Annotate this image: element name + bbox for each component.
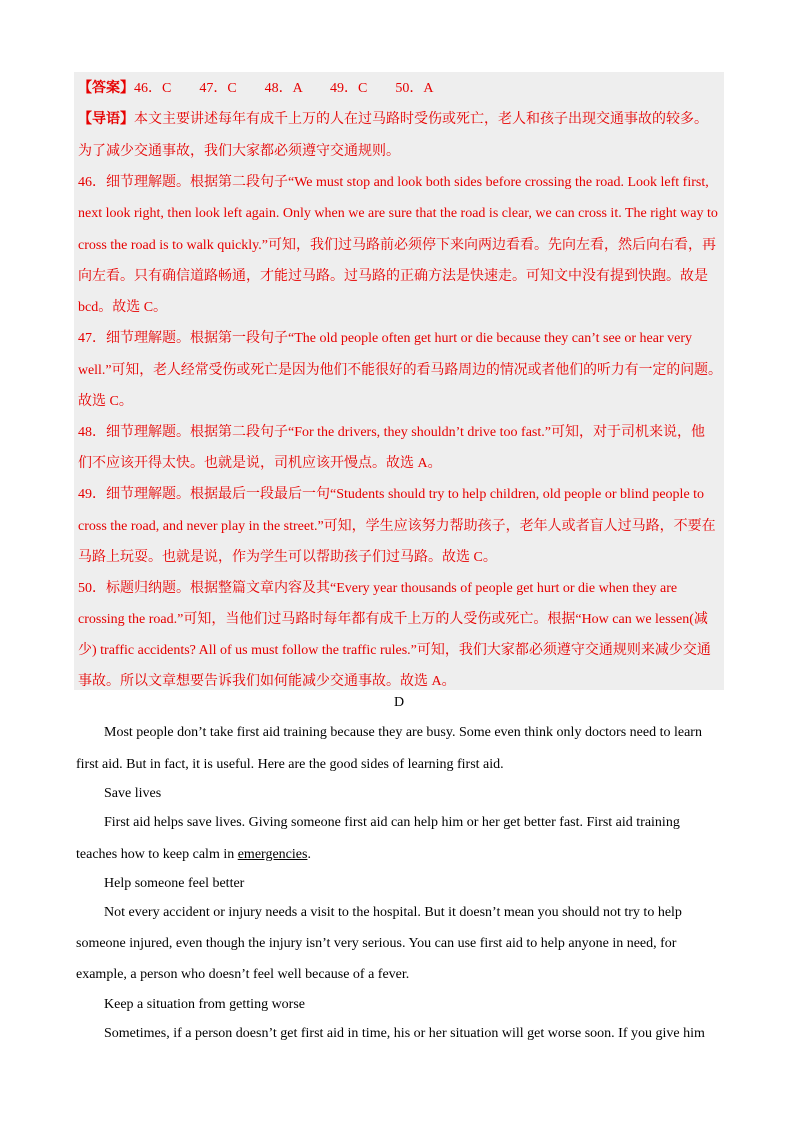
guide-tag: 【导语】 — [78, 112, 134, 127]
intro-line-1: Most people don’t take first aid training because they are busy. Some even think only doctors need to learn — [104, 725, 702, 740]
underlined-word: emergencies — [237, 847, 308, 862]
heading-feel-better: Help someone feel better — [104, 876, 245, 891]
explanation-line: 事故。所以文章想要告诉我们如何能减少交通事故。故选 A。 — [78, 674, 456, 689]
explanation-line: 马路上玩耍。也就是说，作为学生可以帮助孩子们过马路。故选 C。 — [78, 550, 497, 565]
para2-line-3: example, a person who doesn’t feel well because of a fever. — [76, 967, 410, 982]
explanation-line: 们不应该开得太快。也就是说，司机应该开慢点。故选 A。 — [78, 456, 442, 471]
heading-keep-situation: Keep a situation from getting worse — [104, 997, 306, 1012]
explanation-line: 故选 C。 — [78, 394, 133, 409]
explanation-line: next look right, then look left again. Only when we are sure that the road is clear, we can cross it. The right way to — [78, 206, 718, 221]
para3-line-1: Sometimes, if a person doesn’t get first aid in time, his or her situation will get worse soon. If you give him — [104, 1026, 705, 1041]
guide-line-1 — [78, 111, 708, 129]
intro-line-2: first aid. But in fact, it is useful. Here are the good sides of learning first aid. — [76, 757, 504, 772]
section-letter: D — [394, 695, 405, 710]
explanation-line: 50．标题归纳题。根据整篇文章内容及其“Every year thousands of people get hurt or die when they are — [78, 581, 678, 596]
explanation-line: 向左看。只有确信道路畅通，才能过马路。过马路的正确方法是快速走。可知文中没有提到快跑。故是 — [78, 269, 708, 284]
answer-tag: 【答案】 — [78, 81, 134, 96]
guide-line-2: 为了减少交通事故，我们大家都必须遵守交通规则。 — [78, 144, 400, 159]
explanation-line: 少) traffic accidents? All of us must follow the traffic rules.”可知，我们大家都必须遵守交通规则来减少交通 — [78, 643, 711, 658]
explanation-line: cross the road, and never play in the street.”可知，学生应该努力帮助孩子，老年人或者盲人过马路，不要在 — [78, 519, 716, 534]
explanation-line: 47．细节理解题。根据第一段句子“The old people often get hurt or die because they can’t see or hear very — [78, 331, 693, 346]
explanation-line: 46．细节理解题。根据第二段句子“We must stop and look both sides before crossing the road. Look left first, — [78, 175, 709, 190]
explanation-line: cross the road is to walk quickly.”可知，我们过马路前必须停下来向两边看看。先向左看，然后向右看，再 — [78, 238, 716, 253]
para1-period: . — [307, 847, 311, 862]
para1-line-2 — [76, 846, 311, 864]
answer-explanation-box — [74, 72, 724, 690]
para2-line-1: Not every accident or injury needs a visit to the hospital. But it doesn’t mean you should not try to help — [104, 905, 682, 920]
explanation-line: crossing the road.”可知，当他们过马路时每年都有成千上万的人受伤或死亡。根据“How can we lessen(减 — [78, 612, 708, 627]
para1-text: teaches how to keep calm in — [76, 847, 238, 862]
explanation-line: 48．细节理解题。根据第二段句子“For the drivers, they shouldn’t drive too fast.”可知，对于司机来说，他 — [78, 425, 705, 440]
para1-line-1: First aid helps save lives. Giving someone first aid can help him or her get better fast. First aid training — [104, 815, 680, 830]
answer-list: 46．C 47．C 48．A 49．C 50．A — [134, 81, 434, 96]
heading-save-lives: Save lives — [104, 786, 162, 801]
guide-text-1: 本文主要讲述每年有成千上万的人在过马路时受伤或死亡，老人和孩子出现交通事故的较多。 — [134, 112, 708, 127]
explanation-line: well.”可知，老人经常受伤或死亡是因为他们不能很好的看马路周边的情况或者他们的听力有一定的问题。 — [78, 363, 722, 378]
explanation-line: 49．细节理解题。根据最后一段最后一句“Students should try to help children, old people or blind people to — [78, 487, 705, 502]
para2-line-2: someone injured, even though the injury isn’t very serious. You can use first aid to help anyone in need, for — [76, 936, 677, 951]
answer-key-line — [78, 80, 433, 98]
explanation-line: bcd。故选 C。 — [78, 300, 168, 315]
